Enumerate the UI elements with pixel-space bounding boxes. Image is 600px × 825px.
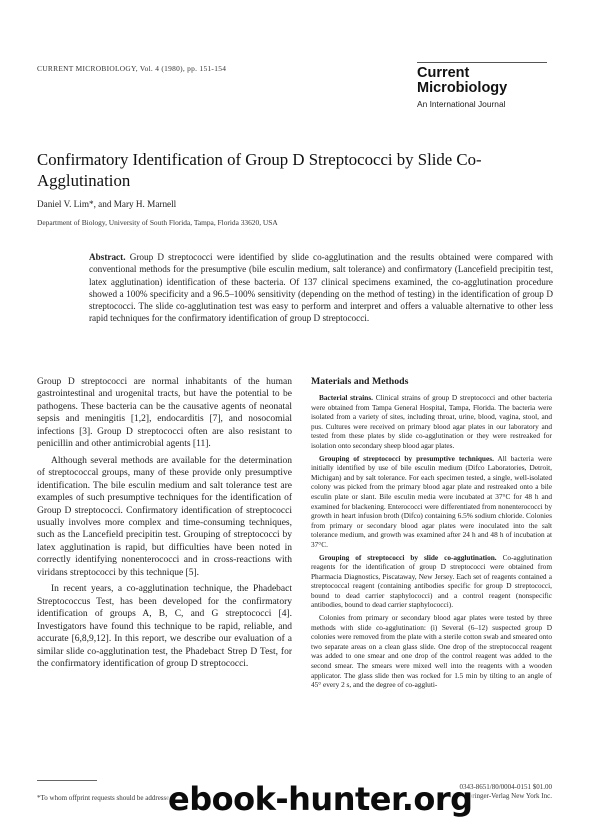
methods-paragraph: [311, 613, 552, 690]
methods-paragraph: [311, 393, 552, 451]
methods-text: Co-agglutination reagents for the identification of group D streptococci were obtained from Pharmacia Diagnostics, Piscataway, New Jersey. Each set of reagents contained a streptococcal reagent (containing antibodies specific for group D streptococci, bound to dead carrier staphylococci) and a control reagent (nonspecific antibodies, bound to dead carrier staphylococci).: [311, 552, 553, 610]
running-head: CURRENT MICROBIOLOGY, Vol. 4 (1980), pp. 151-154: [37, 64, 227, 73]
journal-logo: [417, 62, 547, 109]
journal-name: Current Microbiology: [417, 65, 508, 96]
methods-text: Clinical strains of group D streptococci and other bacteria were obtained from Tampa General Hospital, Tampa, Florida. The bacteria were isolated from a variety of sites, including throat, urine, blood, vagina, stool, and pus. Cultures were received on primary blood agar plates in our laboratory and tested from these plates by slide co-agglutination or they were restreaked for isolation onto secondary sheep blood agar plates.: [311, 393, 552, 450]
intro-paragraph: In recent years, a co-agglutination technique, the Phadebact Streptococcus Test, has been developed for the confirmatory identification of groups A, B, C, and G streptococci [4]. Investigators have found this technique to be rapid, reliable, and accurate [6,8,9,12]. In this report, we describe our evaluation of a similar slide co-agglutination test, the Phadebact Strep D Test, for the confirmatory identification of group D streptococci.: [37, 584, 292, 669]
article-title: Confirmatory Identification of Group D Streptococci by Slide Co-Agglutination: [37, 150, 482, 190]
watermark: ebook-hunter.org: [168, 780, 473, 818]
runin-heading: Grouping of streptococci by slide co-agglutination.: [319, 552, 497, 562]
right-column: [311, 376, 552, 693]
article-authors: Daniel V. Lim*, and Mary H. Marnell: [37, 199, 177, 209]
article-code: 0343-8651/80/0004-0151 $01.00: [459, 783, 552, 791]
methods-paragraph: [311, 553, 552, 611]
runin-heading: Bacterial strains.: [319, 393, 374, 402]
methods-text: All bacteria were initially identified by use of bile esculin medium (Difco Laboratories, Detroit, Michigan) and by salt tolerance. For each specimen tested, a single, well-isolated colony was picked from the primary blood agar plate and restreaked onto a bile esculin plate or slant. Bile esculin media were incubated at 37°C for 48 h and examined for blackening. Enterococci were differentiated from nonenterococci by growth in heart infusion broth (Difco) containing 6.5% sodium chloride. Colonies from primary or secondary blood agar plates were inoculated into the salt tolerance medium, and growth was examined after 24 h and 48 h of incubation at 37°C.: [311, 453, 553, 549]
abstract: [89, 251, 553, 325]
section-heading: Materials and Methods: [311, 376, 409, 387]
abstract-label: Abstract.: [89, 252, 126, 262]
intro-paragraph: Although several methods are available for the determination of streptococcal groups, many of these provide only presumptive identification. The bile esculin medium and salt tolerance test are examples of such presumptive techniques for the identification of Group D streptococci. Confirmatory identification of streptococci usually involves more complex and time-consuming techniques, such as the Lancefield precipitin test. Grouping of streptococci by latex agglutination is rapid, but difficulties have been noted in correctly identifying nonenterococci and in cross-reactions with viridans streptococci by this technique [5].: [37, 455, 292, 578]
intro-paragraph: Group D streptococci are normal inhabitants of the human gastrointestinal and urogenital tracts, but have the potential to be pathogens. These bacteria can be the causative agents of neonatal sepsis and meningitis [1,2], endocarditis [7], and nosocomial infections [3]. Group D streptococci often are also resistant to penicillin and other antimicrobial agents [11].: [37, 377, 292, 450]
copyright-line: © 1980 Springer-Verlag New York Inc.: [442, 792, 552, 800]
article-affiliation: Department of Biology, University of South Florida, Tampa, Florida 33620, USA: [37, 218, 278, 227]
methods-paragraph: [311, 454, 552, 550]
footnote-rule: [37, 780, 97, 781]
footnote: *To whom offprint requests should be addressed.: [37, 794, 175, 802]
methods-text: Colonies from primary or secondary blood agar plates were tested by three methods with slide co-agglutination: (i) Several (6–12) suspected group D colonies were removed from the plate with a sterile cotton swab and smeared onto two separate areas on a clean glass slide. One drop of the streptococcal reagent was added to one smear and one drop of the control reagent was added to the second smear. The smears were mixed well into the reagents with a wooden applicator. The glass slide then was rocked for 1.5 min by tilting to an angle of 45° every 2 s, and the degree of co-aggluti-: [311, 613, 552, 690]
abstract-text: Group D streptococci were identified by slide co-agglutination and the results obtained were compared with conventional methods for the presumptive (bile esculin medium, salt tolerance) and confirmatory (Lancefield precipitin test, latex agglutination) identification of these bacteria. Of 137 clinical specimens examined, the co-agglutination procedure showed a 100% specificity and a 96.5–100% sensitivity (depending on the method of testing) in the identification of group D streptococci. The slide co-agglutination test was easy to perform and interpret and offers a valuable alternative to other less rapid techniques for the confirmatory identification of group D streptococci.: [89, 252, 554, 324]
runin-heading: Grouping of streptococci by presumptive techniques.: [319, 453, 494, 463]
journal-subtitle: An International Journal: [417, 99, 506, 109]
left-column: [37, 376, 292, 674]
